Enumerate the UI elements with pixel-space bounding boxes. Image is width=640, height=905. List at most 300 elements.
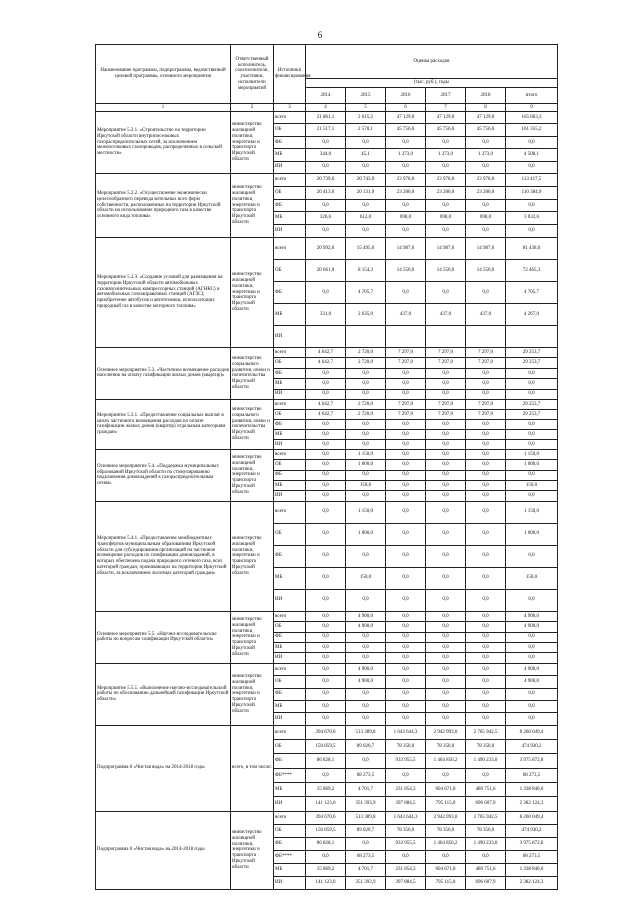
year-value-cell: 1 373,0 (466, 149, 506, 161)
year-value-cell: 231 854,3 (386, 783, 426, 797)
year-value-cell: 14 550,0 (426, 259, 466, 281)
column-number: 8 (466, 104, 506, 112)
year-value-cell: 0,0 (346, 688, 386, 700)
year-value-cell: 8 154,3 (346, 259, 386, 281)
header-estimate: Оценка расходов (306, 45, 558, 79)
year-value-cell: 4 642,7 (306, 399, 346, 409)
year-value-cell: 86 828,1 (306, 837, 346, 850)
funding-source-cell: МБ (274, 379, 306, 389)
total-value-cell: 0,0 (506, 419, 558, 429)
year-value-cell: 141 123,0 (306, 876, 346, 889)
funding-source-cell: ФБ (274, 632, 306, 642)
column-number: 5 (346, 104, 386, 112)
page-number: 6 (317, 30, 323, 40)
funding-source-cell: ФБ (274, 199, 306, 212)
program-name-cell: Мероприятие 5.4.1. «Предоставление межбюджетных трансфертов муниципальным образованиям Иркутской области для субсидирования организаций на частичное возмещение расходов по газификации домовладений, в которых обеспечена подача природного сетевого газа, всех категорий граждан, проживающих на территории Иркутской области, за исключением льготных категорий граждан» (96, 501, 231, 611)
header-year: 2015 (346, 88, 386, 104)
year-value-cell: 0,0 (466, 368, 506, 378)
year-value-cell: 78 350,0 (426, 740, 466, 754)
total-value-cell: 0,0 (506, 161, 558, 173)
table-row (96, 725, 558, 739)
year-value-cell: 68 273,5 (346, 850, 386, 863)
year-value-cell: 0,0 (346, 199, 386, 212)
year-value-cell: 0,0 (466, 481, 506, 491)
executor-cell: министерство социального развития, опеки и попечительства Иркутской области (231, 347, 274, 399)
year-value-cell: 696 607,9 (466, 876, 506, 889)
year-value-cell: 231 854,3 (386, 863, 426, 876)
funding-source-cell: всего (274, 611, 306, 621)
total-value-cell: 150,0 (506, 481, 558, 491)
year-value-cell: 795 115,0 (426, 876, 466, 889)
total-value-cell: 0,0 (506, 199, 558, 212)
year-value-cell: 0,0 (466, 663, 506, 675)
year-value-cell: 2 942 993,0 (426, 811, 466, 824)
year-value-cell: 7 297,0 (426, 347, 466, 357)
year-value-cell: 0,0 (346, 632, 386, 642)
year-value-cell: 0,0 (306, 199, 346, 212)
year-value-cell: 331,0 (306, 303, 346, 325)
year-value-cell: 0,0 (386, 161, 426, 173)
total-value-cell: 29 253,7 (506, 347, 558, 357)
total-value-cell: 4 900,0 (506, 622, 558, 632)
total-value-cell: 72 465,3 (506, 259, 558, 281)
year-value-cell: 2 720,0 (346, 358, 386, 368)
year-value-cell: 1 464 856,2 (426, 837, 466, 850)
total-value-cell: 0,0 (506, 643, 558, 653)
year-value-cell: 0,0 (386, 688, 426, 700)
funding-source-cell: всего (274, 725, 306, 739)
funding-source-cell: МБ (274, 783, 306, 797)
total-value-cell: 0,0 (506, 713, 558, 725)
year-value-cell: 0,0 (386, 713, 426, 725)
year-value-cell: 4 900,0 (346, 611, 386, 621)
year-value-cell: 23 280,0 (386, 186, 426, 199)
year-value-cell: 4 642,7 (306, 358, 346, 368)
total-value-cell: 68 273,5 (506, 850, 558, 863)
funding-source-cell: ИИ (274, 713, 306, 725)
year-value-cell: 0,0 (346, 419, 386, 429)
year-value-cell: 0,0 (386, 622, 426, 632)
year-value-cell: 0,0 (346, 643, 386, 653)
year-value-cell: 0,0 (386, 439, 426, 449)
total-value-cell: 0,0 (506, 439, 558, 449)
funding-source-cell: ОБ (274, 124, 306, 136)
year-value-cell: 0,0 (306, 653, 346, 663)
year-value-cell: 0,0 (306, 368, 346, 378)
total-value-cell: 0,0 (506, 470, 558, 480)
table-row (96, 501, 558, 523)
year-value-cell: 351 393,9 (346, 876, 386, 889)
year-value-cell: 0,0 (426, 491, 466, 501)
total-value-cell: 4 508,1 (506, 149, 558, 161)
column-number: 1 (96, 104, 231, 112)
year-value-cell: 78 350,0 (466, 740, 506, 754)
year-value-cell: 0,0 (386, 632, 426, 642)
total-value-cell: 8 260 049,4 (506, 725, 558, 739)
total-value-cell (506, 325, 558, 347)
year-value-cell: 0,0 (386, 281, 426, 303)
funding-source-cell: ФБ (274, 545, 306, 567)
year-value-cell: 21 861,1 (306, 112, 346, 124)
executor-cell: министерство жилищной политики, энергетики и транспорта Иркутской области (231, 112, 274, 174)
year-value-cell: 0,0 (426, 545, 466, 567)
year-value-cell: 0,0 (306, 136, 346, 148)
year-value-cell: 0,0 (386, 676, 426, 688)
year-value-cell: 45 756,0 (386, 124, 426, 136)
funding-source-cell: ИИ (274, 653, 306, 663)
funding-source-cell: ОБ (274, 622, 306, 632)
budget-table (95, 44, 558, 890)
year-value-cell: 0,0 (466, 622, 506, 632)
year-value-cell: 0,0 (306, 545, 346, 567)
year-value-cell: 45 756,0 (426, 124, 466, 136)
funding-source-cell: ФБ (274, 136, 306, 148)
year-value-cell: 15 869,2 (306, 863, 346, 876)
year-value-cell: 2 765 942,5 (466, 811, 506, 824)
year-value-cell: 0,0 (426, 449, 466, 459)
funding-source-cell: МБ (274, 481, 306, 491)
table-row (96, 811, 558, 824)
year-value-cell: 394 670,6 (306, 725, 346, 739)
year-value-cell: 0,0 (306, 379, 346, 389)
year-value-cell: 0,0 (306, 470, 346, 480)
total-value-cell: 1 338 848,6 (506, 783, 558, 797)
year-value-cell: 437,0 (386, 303, 426, 325)
total-value-cell: 3 032,6 (506, 212, 558, 225)
year-value-cell: 23 280,0 (466, 186, 506, 199)
year-value-cell: 7 297,0 (466, 399, 506, 409)
year-value-cell: 14 987,0 (466, 237, 506, 259)
year-value-cell: 0,0 (386, 136, 426, 148)
funding-source-cell: МБ (274, 212, 306, 225)
year-value-cell: 344,0 (306, 149, 346, 161)
year-value-cell: 0,0 (386, 379, 426, 389)
funding-source-cell: всего (274, 501, 306, 523)
funding-source-cell: всего (274, 663, 306, 675)
program-name-cell: Подпрограмма 6 «Чистая вода» на 2014-2018 годы (96, 811, 231, 889)
total-value-cell: 4 900,0 (506, 611, 558, 621)
funding-source-cell: всего (274, 112, 306, 124)
year-value-cell: 7 297,0 (386, 358, 426, 368)
year-value-cell: 78 350,0 (386, 824, 426, 837)
year-value-cell: 0,0 (466, 389, 506, 399)
executor-cell: министерство жилищной политики, энергетики и транспорта Иркутской области (231, 811, 274, 889)
total-value-cell: 110 384,9 (506, 186, 558, 199)
year-value-cell: 141 123,0 (306, 797, 346, 811)
year-value-cell: 0,0 (386, 700, 426, 712)
funding-source-cell: ОБ (274, 676, 306, 688)
year-value-cell: 0,0 (426, 281, 466, 303)
header-row (96, 45, 558, 79)
year-value-cell: 0,0 (466, 161, 506, 173)
year-value-cell: 0,0 (346, 470, 386, 480)
year-value-cell: 0,0 (426, 429, 466, 439)
total-value-cell: 29 253,7 (506, 399, 558, 409)
total-value-cell: 0,0 (506, 491, 558, 501)
year-value-cell: 0,0 (386, 449, 426, 459)
year-value-cell: 0,0 (386, 429, 426, 439)
year-value-cell: 0,0 (466, 589, 506, 611)
year-value-cell: 394 670,6 (306, 811, 346, 824)
year-value-cell: 0,0 (426, 136, 466, 148)
column-number: 6 (386, 104, 426, 112)
year-value-cell: 0,0 (426, 225, 466, 238)
year-value-cell: 4 900,0 (346, 676, 386, 688)
year-value-cell: 0,0 (466, 768, 506, 782)
year-value-cell: 0,0 (466, 419, 506, 429)
year-value-cell: 0,0 (306, 713, 346, 725)
table-row (96, 112, 558, 124)
total-value-cell: 0,0 (506, 429, 558, 439)
year-value-cell: 4 900,0 (346, 622, 386, 632)
year-value-cell: 0,0 (306, 663, 346, 675)
year-value-cell: 0,0 (466, 491, 506, 501)
total-value-cell: 0,0 (506, 379, 558, 389)
funding-source-cell: ФБ (274, 419, 306, 429)
funding-source-cell: всего (274, 399, 306, 409)
year-value-cell: 326,6 (306, 212, 346, 225)
total-value-cell: 81 438,0 (506, 237, 558, 259)
year-value-cell: 0,0 (426, 589, 466, 611)
total-value-cell: 1 150,0 (506, 449, 558, 459)
program-name-cell: Основное мероприятие 5.3. «Частичное возмещение расходов населению на оплату газификации жилых домов (квартир)» (96, 347, 231, 399)
funding-source-cell: ФБ (274, 754, 306, 768)
total-value-cell: 0,0 (506, 700, 558, 712)
total-value-cell: 113 417,5 (506, 173, 558, 186)
year-value-cell: 1 643 644,3 (386, 725, 426, 739)
year-value-cell: 23 978,0 (466, 173, 506, 186)
year-value-cell: 0,0 (466, 379, 506, 389)
year-value-cell: 351 393,9 (346, 797, 386, 811)
total-value-cell: 4 267,0 (506, 303, 558, 325)
funding-source-cell: ОБ (274, 460, 306, 470)
year-value-cell (386, 325, 426, 347)
year-value-cell: 20 131,9 (346, 186, 386, 199)
year-value-cell: 696 607,9 (466, 797, 506, 811)
year-value-cell: 0,0 (386, 419, 426, 429)
year-value-cell: 0,0 (306, 439, 346, 449)
year-value-cell: 0,0 (346, 700, 386, 712)
header-year: 2018 (466, 88, 506, 104)
year-value-cell: 0,0 (386, 389, 426, 399)
total-value-cell: 150,0 (506, 567, 558, 589)
year-value-cell: 1 373,0 (426, 149, 466, 161)
year-value-cell: 0,0 (306, 567, 346, 589)
funding-source-cell: МБ (274, 149, 306, 161)
table-row (96, 347, 558, 357)
total-value-cell: 0,0 (506, 368, 558, 378)
year-value-cell: 78 350,0 (426, 824, 466, 837)
executor-cell: министерство жилищной политики, энергетики и транспорта Иркутской области (231, 237, 274, 347)
year-value-cell: 15 495,0 (346, 237, 386, 259)
year-value-cell: 0,0 (426, 700, 466, 712)
year-value-cell: 0,0 (466, 225, 506, 238)
year-value-cell: 0,0 (386, 589, 426, 611)
year-value-cell: 1 150,0 (346, 449, 386, 459)
program-name-cell: Основное мероприятие 5.4. «Поддержка муниципальных образований Иркутской области по стимулированию подключения домовладений к газораспределительным сетям» (96, 449, 231, 501)
year-value-cell: 4 705,7 (346, 281, 386, 303)
year-value-cell: 437,0 (466, 303, 506, 325)
year-value-cell: 23 978,0 (426, 173, 466, 186)
column-number: 4 (306, 104, 346, 112)
year-value-cell: 47 129,0 (466, 112, 506, 124)
executor-cell: министерство жилищной политики, энергетики и транспорта Иркутской области (231, 663, 274, 725)
total-value-cell: 4 900,0 (506, 676, 558, 688)
year-value-cell: 0,0 (306, 225, 346, 238)
year-value-cell: 0,0 (426, 419, 466, 429)
program-name-cell: Подпрограмма 6 «Чистая вода» на 2014-2018 годы (96, 725, 231, 811)
year-value-cell (466, 325, 506, 347)
total-value-cell: 165 863,3 (506, 112, 558, 124)
year-value-cell: 7 297,0 (386, 409, 426, 419)
funding-source-cell: ФБ (274, 470, 306, 480)
year-value-cell: 437,0 (426, 303, 466, 325)
year-value-cell: 0,0 (306, 460, 346, 470)
year-value-cell: 0,0 (466, 523, 506, 545)
funding-source-cell: ФБ (274, 688, 306, 700)
table-row (96, 449, 558, 459)
funding-source-cell: ИИ (274, 876, 306, 889)
year-value-cell: 0,0 (426, 368, 466, 378)
year-value-cell: 0,0 (466, 676, 506, 688)
year-value-cell: 698,0 (426, 212, 466, 225)
funding-source-cell: МБ (274, 643, 306, 653)
year-value-cell: 20 413,0 (306, 186, 346, 199)
total-value-cell: 0,0 (506, 589, 558, 611)
total-value-cell: 1 338 848,6 (506, 863, 558, 876)
header-program-name: Наименование программы, подпрограммы, ведомственной целевой программы, основного мероприятия (96, 45, 231, 104)
total-value-cell: 2 382 124,3 (506, 876, 558, 889)
year-value-cell: 0,0 (426, 523, 466, 545)
year-value-cell (346, 325, 386, 347)
year-value-cell: 0,0 (386, 460, 426, 470)
year-value-cell: 0,0 (426, 622, 466, 632)
year-value-cell (306, 325, 346, 347)
funding-source-cell: всего (274, 811, 306, 824)
funding-source-cell: ОБ (274, 523, 306, 545)
year-value-cell: 1 490 233,0 (466, 837, 506, 850)
year-value-cell: 0,0 (426, 713, 466, 725)
year-value-cell: 0,0 (426, 676, 466, 688)
funding-source-cell: МБ (274, 567, 306, 589)
year-value-cell: 7 297,0 (386, 399, 426, 409)
year-value-cell: 4 900,0 (346, 663, 386, 675)
year-value-cell: 0,0 (306, 419, 346, 429)
total-value-cell: 0,0 (506, 545, 558, 567)
year-value-cell: 0,0 (386, 611, 426, 621)
year-value-cell: 0,0 (466, 700, 506, 712)
program-name-cell: Основное мероприятие 5.5. «Научно-исследовательские работы по вопросам газификации Иркутской области» (96, 611, 231, 663)
year-value-cell: 397 884,5 (386, 797, 426, 811)
year-value-cell: 47 129,0 (386, 112, 426, 124)
funding-source-cell: ИИ (274, 797, 306, 811)
year-value-cell: 0,0 (306, 281, 346, 303)
column-number: 7 (426, 104, 466, 112)
funding-source-cell: ИИ (274, 589, 306, 611)
total-value-cell: 1 000,0 (506, 523, 558, 545)
year-value-cell: 20 739,6 (306, 173, 346, 186)
total-value-cell: 0,0 (506, 225, 558, 238)
executor-cell: министерство социального развития, опеки и попечительства Иркутской области (231, 399, 274, 449)
year-value-cell: 0,0 (386, 523, 426, 545)
year-value-cell: 7 297,0 (426, 399, 466, 409)
year-value-cell: 150 859,5 (306, 740, 346, 754)
funding-source-cell: МБ (274, 863, 306, 876)
year-value-cell: 1 464 856,2 (426, 754, 466, 768)
year-value-cell: 0,0 (466, 136, 506, 148)
year-value-cell: 0,0 (466, 460, 506, 470)
year-value-cell: 604 671,8 (426, 863, 466, 876)
funding-source-cell: ИИ (274, 325, 306, 347)
table-row (96, 173, 558, 186)
year-value-cell: 0,0 (426, 199, 466, 212)
year-value-cell: 0,0 (426, 768, 466, 782)
year-value-cell: 0,0 (306, 632, 346, 642)
year-value-cell: 397 884,5 (386, 876, 426, 889)
header-year: 2016 (386, 88, 426, 104)
funding-source-cell: МБ (274, 700, 306, 712)
program-name-cell: Мероприятие 5.2.2. «Осуществление экономически целесообразного перевода котельных всех форм собственности, расположенных на территории Иркутской области на использование природного газа в качестве основного вида топлива» (96, 173, 231, 237)
year-value-cell: 14 987,0 (386, 237, 426, 259)
year-value-cell: 45 756,0 (466, 124, 506, 136)
total-value-cell: 3 975 872,8 (506, 837, 558, 850)
year-value-cell: 0,0 (306, 688, 346, 700)
year-value-cell: 0,0 (346, 379, 386, 389)
year-value-cell: 0,0 (426, 501, 466, 523)
year-value-cell: 2 720,0 (346, 347, 386, 357)
year-value-cell: 150,0 (346, 481, 386, 491)
year-value-cell: 0,0 (386, 368, 426, 378)
year-value-cell: 0,0 (306, 611, 346, 621)
executor-cell: министерство жилищной политики, энергетики и транспорта Иркутской области (231, 611, 274, 663)
year-value-cell: 0,0 (466, 449, 506, 459)
year-value-cell: 933 955,5 (386, 754, 426, 768)
year-value-cell: 4 642,7 (306, 409, 346, 419)
year-value-cell: 2 942 993,0 (426, 725, 466, 739)
year-value-cell: 89 020,7 (346, 740, 386, 754)
year-value-cell: 0,0 (426, 850, 466, 863)
year-value-cell: 0,0 (306, 449, 346, 459)
total-value-cell: 0,0 (506, 632, 558, 642)
total-value-cell: 1 000,0 (506, 460, 558, 470)
year-value-cell: 7 297,0 (466, 347, 506, 357)
year-value-cell: 0,0 (426, 379, 466, 389)
program-name-cell: Мероприятие 5.2.3. «Создание условий для размещения на территории Иркутской области автомобильных газонаполнительных компрессорных станций (АГНКС) и автомобильных газозаправочных станций (АГЗС); приобретение автобусов и автотехники, использующих природный газ в качестве моторного топлива» (96, 237, 231, 347)
year-value-cell: 0,0 (466, 653, 506, 663)
total-value-cell: 4 900,0 (506, 663, 558, 675)
year-value-cell: 2 765 942,5 (466, 725, 506, 739)
year-value-cell: 2 720,0 (346, 399, 386, 409)
year-value-cell: 0,0 (306, 491, 346, 501)
year-value-cell: 0,0 (426, 632, 466, 642)
table-row (96, 663, 558, 675)
year-value-cell: 150 859,5 (306, 824, 346, 837)
year-value-cell: 0,0 (386, 567, 426, 589)
year-value-cell: 0,0 (306, 622, 346, 632)
year-value-cell: 0,0 (426, 161, 466, 173)
year-value-cell: 795 115,0 (426, 797, 466, 811)
total-value-cell: 29 253,7 (506, 409, 558, 419)
year-value-cell: 23 280,0 (426, 186, 466, 199)
year-value-cell: 513 389,8 (346, 811, 386, 824)
funding-source-cell: ФБ (274, 837, 306, 850)
total-value-cell: 161 355,2 (506, 124, 558, 136)
year-value-cell: 0,0 (386, 199, 426, 212)
funding-source-cell: ОБ (274, 186, 306, 199)
year-value-cell: 612,0 (346, 212, 386, 225)
year-value-cell: 7 297,0 (466, 409, 506, 419)
year-value-cell: 0,0 (306, 643, 346, 653)
